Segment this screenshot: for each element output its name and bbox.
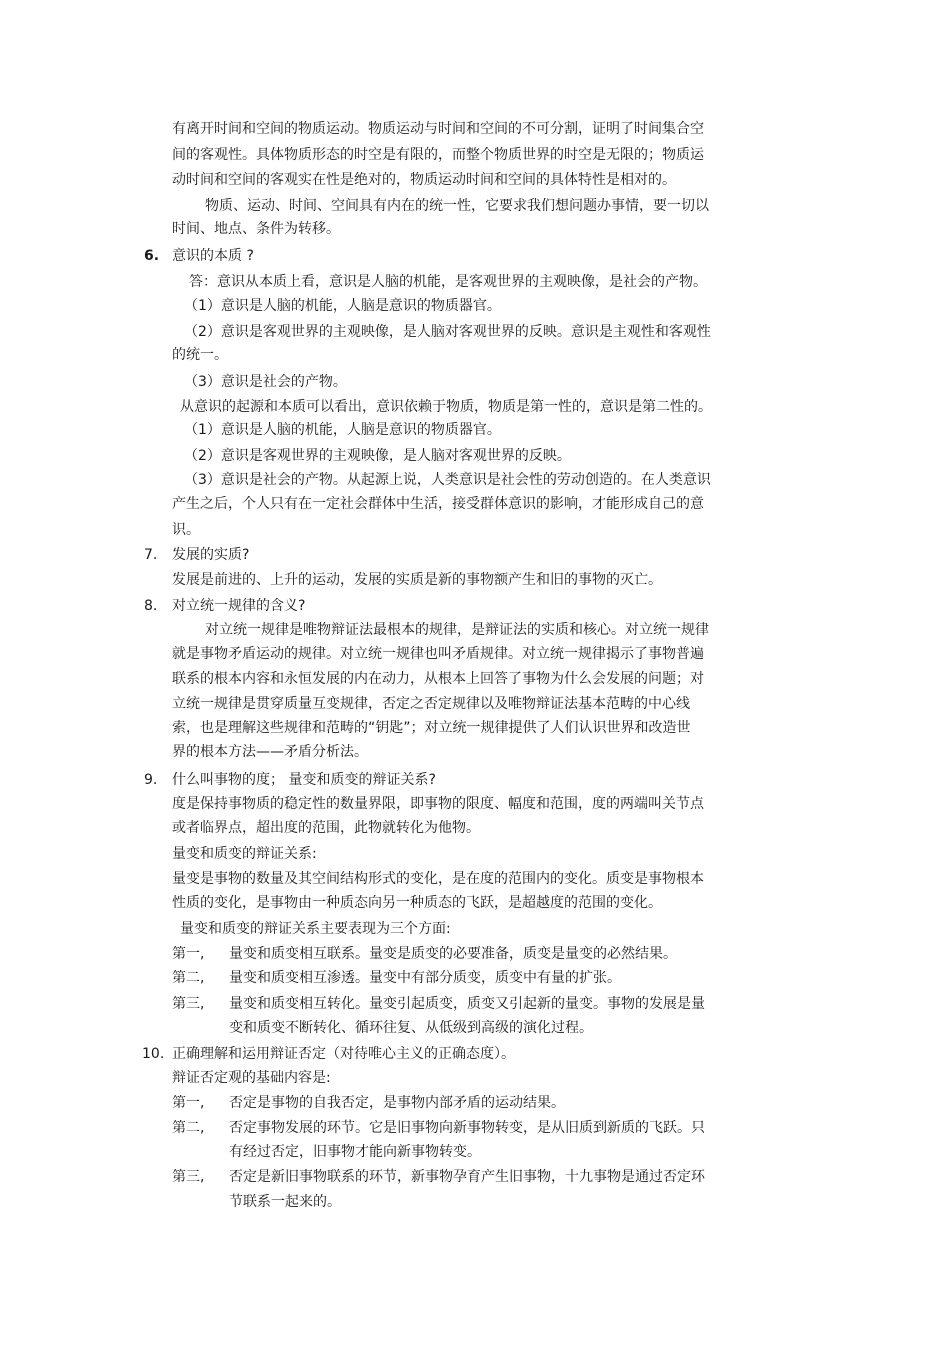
- question-title: 意识的本质 ?: [172, 248, 254, 264]
- answer-line: 就是事物矛盾运动的规律。对立统一规律也叫矛盾规律。对立统一规律揭示了事物普遍: [172, 646, 704, 662]
- answer-line: 识。: [172, 522, 200, 538]
- point-text: 量变和质变相互转化。量变引起质变，质变又引起新的量变。事物的发展是量: [229, 996, 705, 1012]
- answer-line: 辩证否定观的基础内容是:: [172, 1070, 331, 1086]
- answer-line: （3）意识是社会的产物。: [184, 374, 347, 390]
- answer-line: 发展是前进的、上升的运动，发展的实质是新的事物额产生和旧的事物的灭亡。: [172, 572, 662, 588]
- intro-line: 动时间和空间的客观实在性是绝对的，物质运动时间和空间的具体特性是相对的。: [172, 172, 676, 188]
- answer-line: （1）意识是人脑的机能，人脑是意识的物质器官。: [184, 298, 501, 314]
- point-label: 第一,: [172, 1095, 205, 1111]
- intro-line: 物质、运动、时间、空间具有内在的统一性，它要求我们想问题办事情，要一切以: [205, 198, 709, 214]
- point-text: 变和质变不断转化、循环往复、从低级到高级的演化过程。: [229, 1020, 593, 1036]
- question-number: 10.: [142, 1046, 165, 1062]
- intro-line: 间的客观性。具体物质形态的时空是有限的，而整个物质世界的时空是无限的；物质运: [172, 147, 704, 163]
- answer-line: 索，也是理解这些规律和范畴的“钥匙”；对立统一规律提供了人们认识世界和改造世: [172, 720, 691, 736]
- answer-line: （1）意识是人脑的机能，人脑是意识的物质器官。: [184, 422, 501, 438]
- question-title: 什么叫事物的度； 量变和质变的辩证关系?: [172, 772, 436, 788]
- answer-line: 立统一规律是贯穿质量互变规律，否定之否定规律以及唯物辩证法基本范畴的中心线: [172, 696, 690, 712]
- answer-line: 对立统一规律是唯物辩证法最根本的规律，是辩证法的实质和核心。对立统一规律: [205, 622, 709, 638]
- question-number: 8.: [144, 598, 158, 614]
- answer-line: 产生之后，个人只有在一定社会群体中生活，接受群体意识的影响，才能形成自己的意: [172, 496, 704, 512]
- answer-line: （2）意识是客观世界的主观映像，是人脑对客观世界的反映。: [184, 448, 571, 464]
- answer-line: 联系的根本内容和永恒发展的内在动力，从根本上回答了事物为什么会发展的问题；对: [172, 671, 704, 687]
- answer-line: 量变和质变的辩证关系:: [172, 846, 317, 862]
- answer-line: （2）意识是客观世界的主观映像，是人脑对客观世界的反映。意识是主观性和客观性: [184, 324, 711, 340]
- answer-line: 界的根本方法——矛盾分析法。: [172, 744, 368, 760]
- point-text: 否定是事物的自我否定，是事物内部矛盾的运动结果。: [229, 1095, 565, 1111]
- answer-line: （3）意识是社会的产物。从起源上说，人类意识是社会性的劳动创造的。在人类意识: [184, 472, 711, 488]
- answer-line: 度是保持事物质的稳定性的数量界限，即事物的限度、幅度和范围，度的两端叫关节点: [172, 796, 704, 812]
- point-label: 第三,: [172, 996, 205, 1012]
- answer-line: 或者临界点，超出度的范围，此物就转化为他物。: [172, 820, 480, 836]
- point-label: 第三,: [172, 1169, 205, 1185]
- intro-line: 有离开时间和空间的物质运动。物质运动与时间和空间的不可分割，证明了时间集合空: [172, 121, 704, 137]
- answer-line: 答：意识从本质上看，意识是人脑的机能，是客观世界的主观映像，是社会的产物。: [189, 274, 707, 290]
- point-label: 第二,: [172, 1120, 205, 1136]
- question-number: 7.: [144, 547, 158, 563]
- answer-line: 从意识的起源和本质可以看出，意识依赖于物质，物质是第一性的，意识是第二性的。: [180, 399, 712, 415]
- question-number: 9.: [144, 772, 158, 788]
- point-label: 第二,: [172, 970, 205, 986]
- question-title: 发展的实质?: [172, 547, 250, 563]
- point-text: 节联系一起来的。: [229, 1194, 341, 1210]
- answer-line: 的统一。: [172, 347, 228, 363]
- answer-line: 性质的变化，是事物由一种质态向另一种质态的飞跃，是超越度的范围的变化。: [172, 895, 662, 911]
- answer-line: 量变是事物的数量及其空间结构形式的变化，是在度的范围内的变化。质变是事物根本: [172, 871, 704, 887]
- point-text: 否定是新旧事物联系的环节，新事物孕育产生旧事物，十九事物是通过否定环: [229, 1169, 705, 1185]
- point-text: 量变和质变相互渗透。量变中有部分质变，质变中有量的扩张。: [229, 970, 621, 986]
- intro-line: 时间、地点、条件为转移。: [172, 221, 340, 237]
- question-title: 对立统一规律的含义?: [172, 598, 306, 614]
- point-label: 第一,: [172, 946, 205, 962]
- point-text: 有经过否定，旧事物才能向新事物转变。: [229, 1144, 481, 1160]
- point-text: 量变和质变相互联系。量变是质变的必要准备，质变是量变的必然结果。: [229, 946, 677, 962]
- answer-line: 量变和质变的辩证关系主要表现为三个方面:: [180, 921, 451, 937]
- question-number: 6.: [144, 248, 160, 264]
- point-text: 否定事物发展的环节。它是旧事物向新事物转变，是从旧质到新质的飞跃。只: [229, 1120, 705, 1136]
- question-title: 正确理解和运用辩证否定（对待唯心主义的正确态度）。: [172, 1046, 515, 1062]
